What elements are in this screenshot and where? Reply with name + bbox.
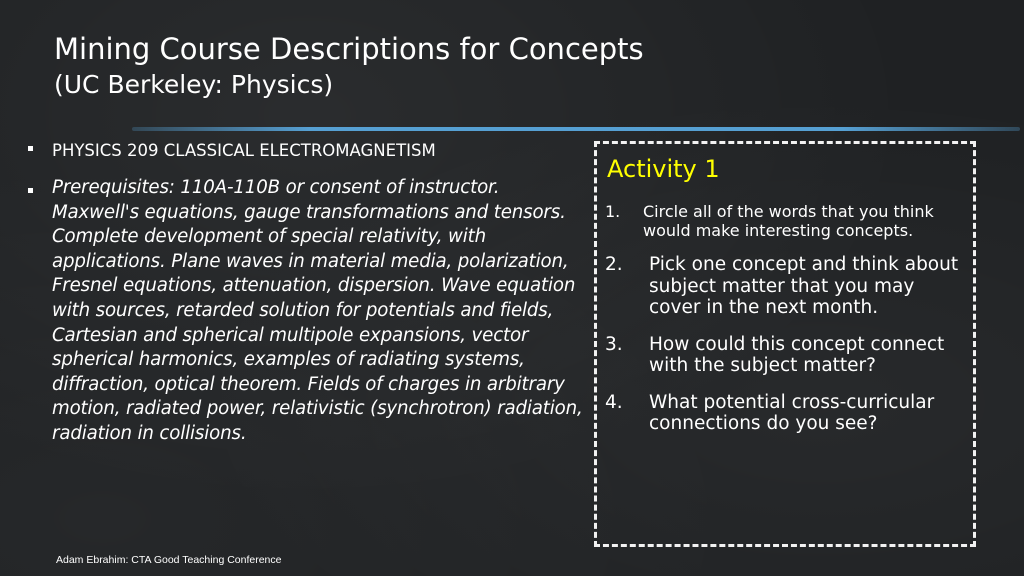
activity-item	[605, 254, 967, 319]
title-underline	[132, 127, 1020, 131]
activity-item-number: 2.	[605, 254, 623, 275]
course-description: Prerequisites: 110A-110B or consent of instructor. Maxwell's equations, gauge transformations and tensors. Complete development of special relativity, with applications. Plane waves in material media, polarization, Fresnel equations, attenuation, dispersion. Wave equation with sources, retarded solution for potentials and fields, Cartesian and spherical multipole expansions, vector spherical harmonics, examples of radiating systems, diffraction, optical theorem. Fields of charges in arbitrary motion, radiated power, relativistic (synchrotron) radiation, radiation in collisions.	[52, 177, 583, 444]
footer-credit: Adam Ebrahim: CTA Good Teaching Conference	[56, 554, 282, 566]
activity-title: Activity 1	[607, 155, 720, 183]
slide-title-line1: Mining Course Descriptions for Concepts	[54, 32, 644, 66]
activity-item-number: 1.	[605, 202, 621, 221]
slide-title	[54, 30, 954, 102]
activity-item-number: 4.	[605, 391, 623, 413]
bullet-square-icon	[28, 146, 33, 151]
activity-list	[605, 202, 967, 435]
bullet-square-icon	[28, 188, 33, 193]
activity-item	[605, 392, 967, 435]
activity-item-text: How could this concept connect with the subject matter?	[649, 333, 945, 376]
activity-item-text: Pick one concept and think about subject matter that you may cover in the next month.	[649, 254, 959, 318]
activity-item-text: What potential cross-curricular connections do you see?	[649, 391, 935, 434]
course-title-bullet	[28, 140, 588, 162]
activity-box	[594, 141, 976, 547]
activity-item	[605, 202, 967, 240]
activity-item-number: 3.	[605, 333, 623, 355]
course-title: PHYSICS 209 CLASSICAL ELECTROMAGNETISM	[52, 141, 436, 160]
activity-item-text: Circle all of the words that you think would make interesting concepts.	[643, 202, 934, 240]
slide-subtitle: (UC Berkeley: Physics)	[54, 70, 334, 99]
activity-item	[605, 334, 967, 377]
course-description-bullet	[28, 176, 588, 447]
course-description-list	[28, 140, 588, 447]
